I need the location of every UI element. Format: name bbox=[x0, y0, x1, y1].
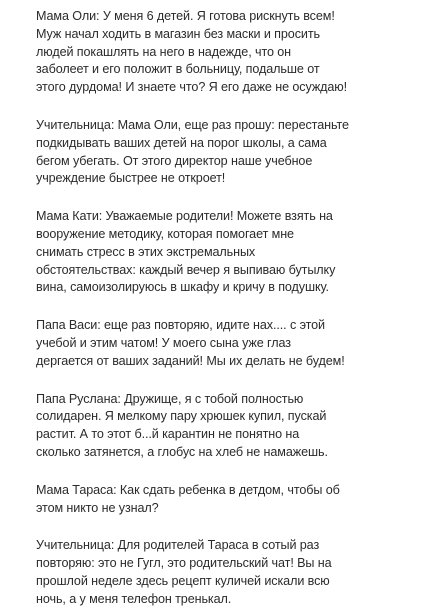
message-vasya-father bbox=[36, 317, 404, 370]
message-line: дергается от ваших заданий! Мы их делать не будем! bbox=[36, 353, 345, 368]
message-line: вина, самоизолируюсь в шкафу и кричу в подушку. bbox=[36, 280, 329, 295]
message-teacher-2 bbox=[36, 537, 404, 608]
message-line: обстоятельствах: каждый вечер я выпиваю бутылку bbox=[36, 262, 336, 277]
message-line: прошлой неделе здесь рецепт куличей искали всю bbox=[36, 573, 330, 588]
message-line: подкидывать ваших детей на порог школы, а сама bbox=[36, 135, 327, 150]
message-taras-mother bbox=[36, 482, 404, 518]
message-line: Папа Васи: еще раз повторяю, идите нах.... с этой bbox=[36, 318, 325, 333]
message-line: растит. А то этот б...й карантин не понятно на bbox=[36, 427, 300, 442]
message-line: этом никто не узнал? bbox=[36, 500, 159, 515]
chat-transcript bbox=[36, 8, 404, 609]
message-line: Мама Тараса: Как сдать ребенка в детдом, чтобы об bbox=[36, 482, 340, 497]
message-olya-mother bbox=[36, 8, 404, 97]
message-katya-mother bbox=[36, 208, 404, 297]
message-line: этого дурдома! И знаете что? Я его даже не осуждаю! bbox=[36, 80, 348, 95]
message-line: учебой и этим чатом! У моего сына уже глаз bbox=[36, 335, 291, 350]
message-line: сколько затянется, а глобус на хлеб не намажешь. bbox=[36, 444, 328, 459]
message-ruslan-father bbox=[36, 391, 404, 462]
message-teacher-1 bbox=[36, 117, 404, 188]
message-line: людей покашлять на него в надежде, что он bbox=[36, 44, 292, 59]
message-line: солидарен. Я мелкому пару хрюшек купил, пускай bbox=[36, 409, 327, 424]
message-line: Папа Руслана: Дружище, я с тобой полностью bbox=[36, 391, 304, 406]
message-line: Муж начал ходить в магазин без маски и просить bbox=[36, 26, 320, 41]
message-line: бегом убегать. От этого директор наше учебное bbox=[36, 153, 313, 168]
message-line: Учительница: Для родителей Тараса в сотый раз bbox=[36, 538, 320, 553]
message-line: Мама Оли: У меня 6 детей. Я готова рискнуть всем! bbox=[36, 9, 335, 23]
message-line: заболеет и его положит в больницу, подальше от bbox=[36, 62, 320, 77]
message-line: снимать стресс в этих экстремальных bbox=[36, 244, 256, 259]
message-line: Мама Кати: Уважаемые родители! Можете взять на bbox=[36, 209, 333, 224]
message-line: повторяю: это не Гугл, это родительский чат! Вы на bbox=[36, 556, 332, 571]
message-line: ночь, а у меня телефон тренькал. bbox=[36, 591, 232, 606]
message-line: Учительница: Мама Оли, еще раз прошу: перестаньте bbox=[36, 117, 349, 132]
message-line: учреждение быстрее не откроет! bbox=[36, 171, 226, 186]
message-line: вооружение методику, которая помогает мне bbox=[36, 226, 294, 241]
